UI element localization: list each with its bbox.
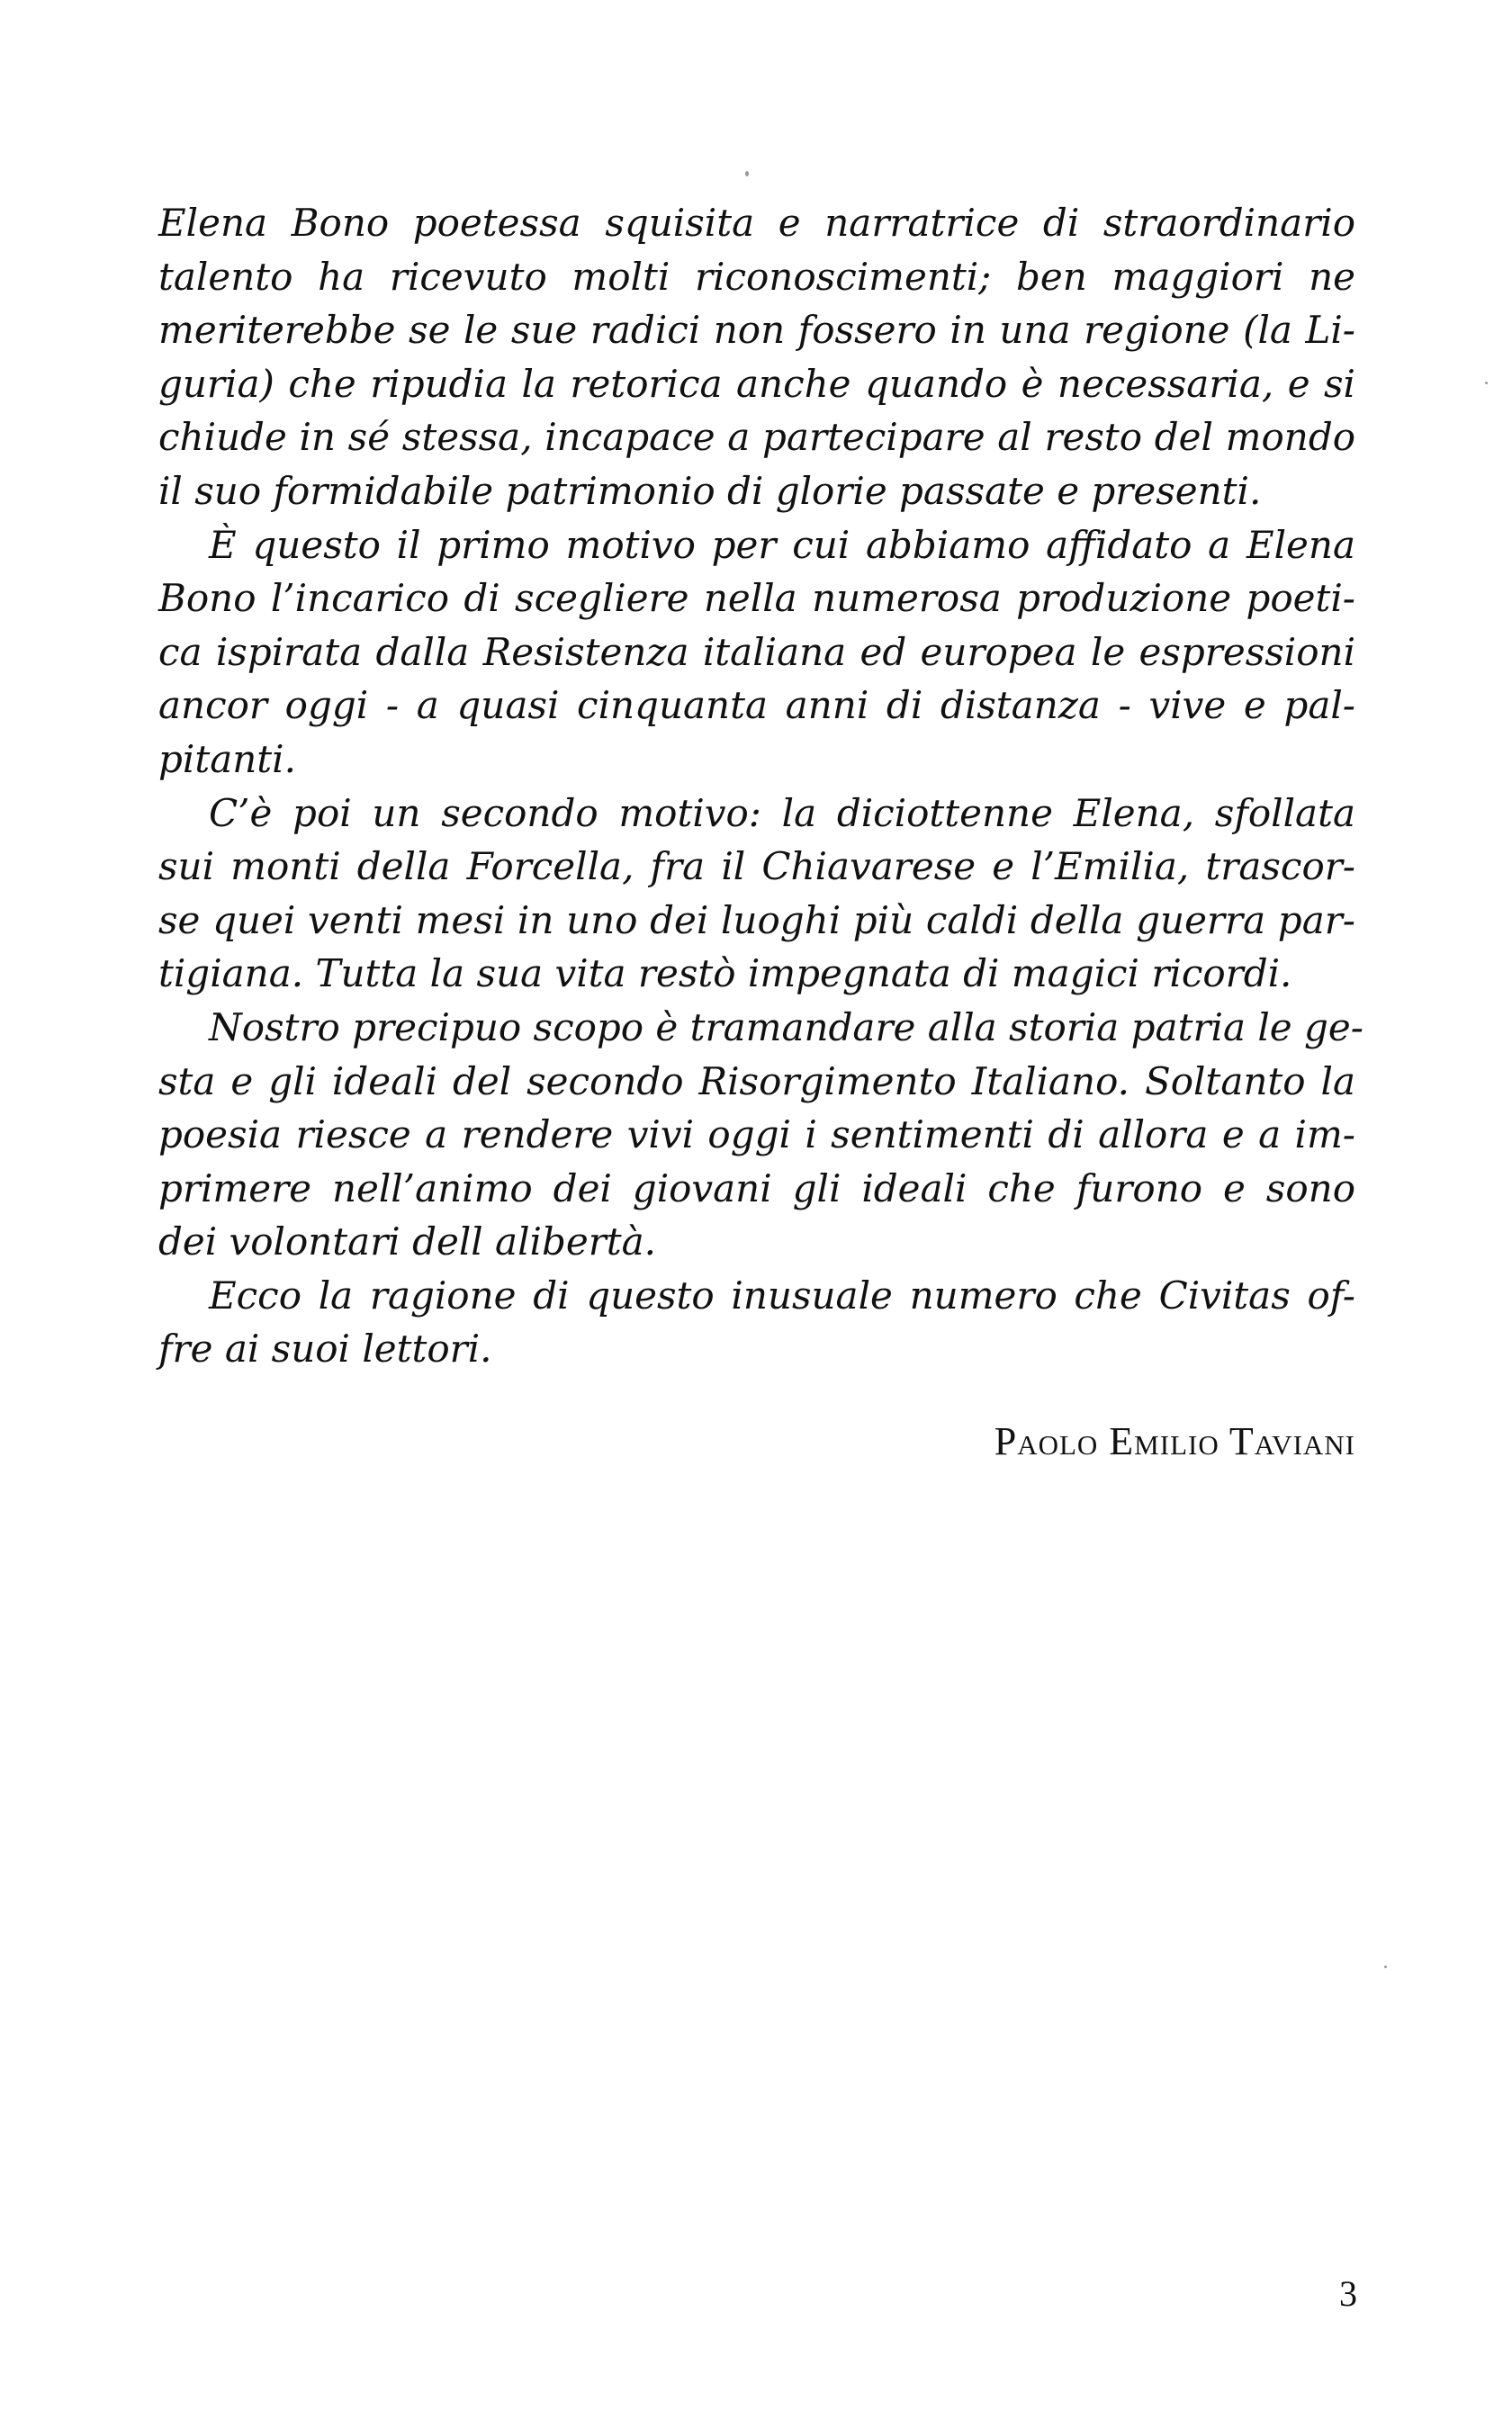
text-line: guria) che ripudia la retorica anche quando è necessaria, e si: [158, 361, 1355, 406]
text-line: dei volontari dell alibertà.: [158, 1219, 657, 1264]
author-signature: Paolo Emilio Taviani: [994, 1419, 1355, 1463]
text-line: Nostro precipuo scopo è tramandare alla storia patria le ge-: [209, 1004, 1364, 1049]
text-line: ca ispirata dalla Resistenza italiana ed europea le espressioni: [158, 629, 1355, 674]
text-line: fre ai suoi lettori.: [158, 1327, 492, 1372]
text-line: tigiana. Tutta la sua vita restò impegnata di magici ricordi.: [158, 951, 1292, 996]
text-line: primere nell’animo dei giovani gli ideali che furono e sono: [158, 1165, 1355, 1210]
text-line: chiude in sé stessa, incapace a partecipare al resto del mondo: [158, 415, 1355, 460]
text-line: ancor oggi - a quasi cinquanta anni di distanza - vive e pal-: [158, 683, 1355, 728]
text-line: sui monti della Forcella, fra il Chiavarese e l’Emilia, trascor-: [158, 844, 1355, 889]
text-line: È questo il primo motivo per cui abbiamo affidato a Elena: [209, 522, 1355, 567]
text-line: C’è poi un secondo motivo: la diciottenne Elena, sfollata: [209, 790, 1355, 835]
text-line: se quei venti mesi in uno dei luoghi più caldi della guerra par-: [158, 897, 1355, 942]
scan-speck: [1384, 1966, 1387, 1968]
body-text: [158, 196, 1364, 1376]
text-line: Bono l’incarico di scegliere nella numerosa produzione poeti-: [158, 576, 1355, 621]
text-line: sta e gli ideali del secondo Risorgimento Italiano. Soltanto la: [158, 1058, 1355, 1103]
page-number: 3: [1339, 2273, 1357, 2314]
text-line: poesia riesce a rendere vivi oggi i sentimenti di allora e a im-: [158, 1112, 1355, 1157]
scan-speck: [745, 171, 749, 176]
text-line: talento ha ricevuto molti riconoscimenti; ben maggiori ne: [158, 254, 1355, 299]
text-line: Ecco la ragione di questo inusuale numero che Civitas of-: [209, 1273, 1355, 1318]
text-line: pitanti.: [158, 736, 296, 781]
scan-speck: [1485, 382, 1488, 384]
text-line: il suo formidabile patrimonio di glorie passate e presenti.: [158, 468, 1262, 513]
text-line: Elena Bono poetessa squisita e narratrice di straordinario: [158, 201, 1355, 245]
text-line: meriterebbe se le sue radici non fossero in una regione (la Li-: [158, 308, 1355, 353]
